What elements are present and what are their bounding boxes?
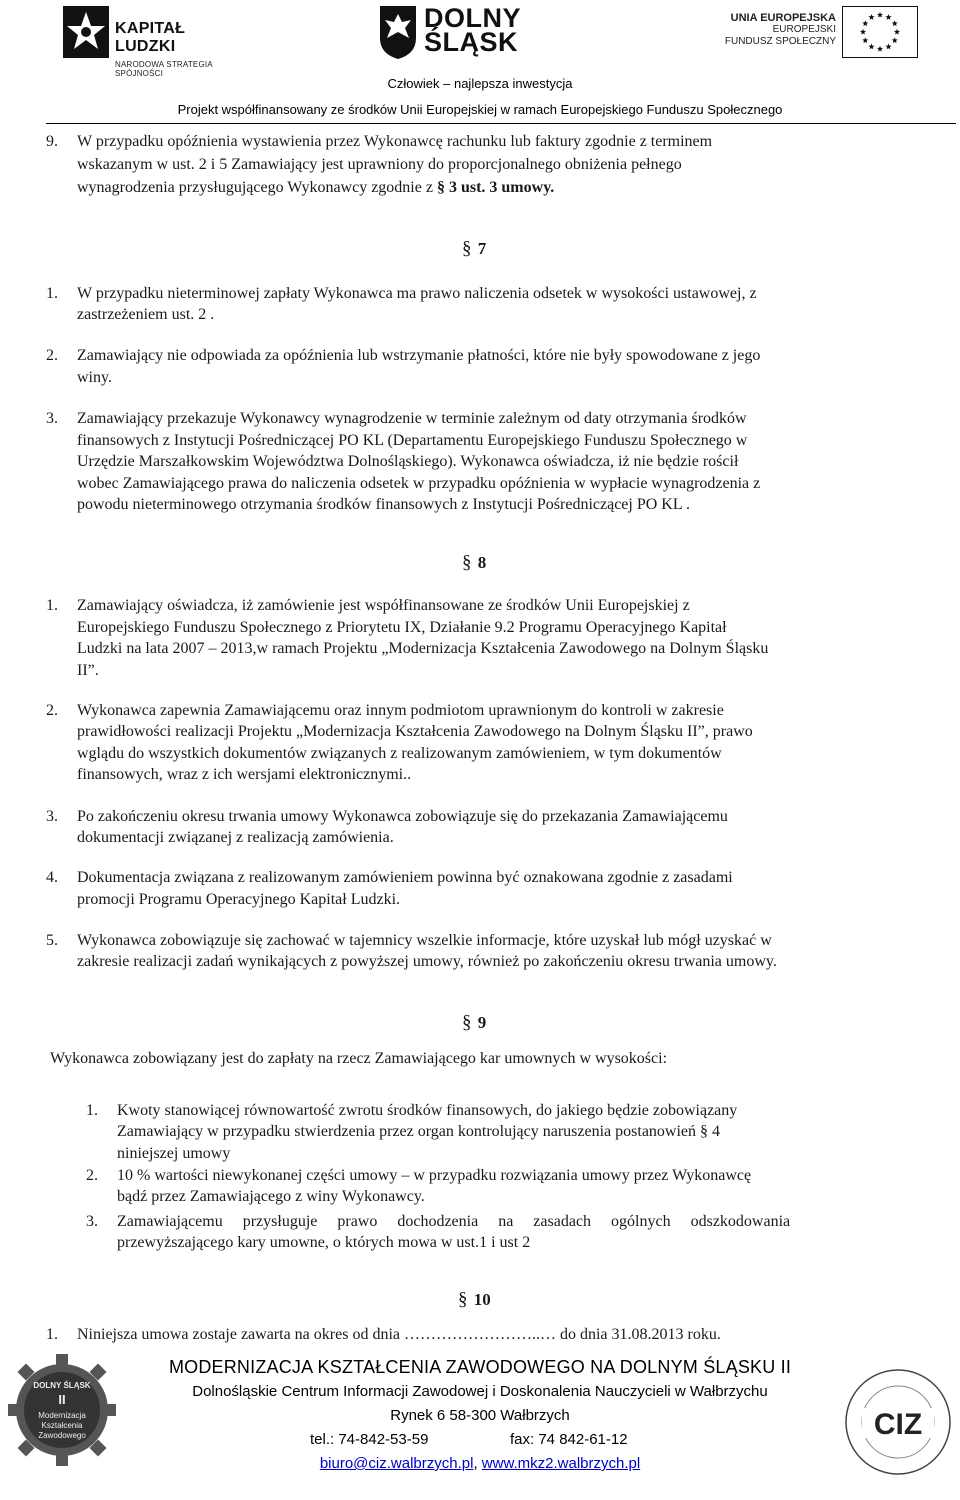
paragraph-line: Urzędzie Marszałkowskim Województwa Dolnośląskiego). Wykonawca oświadcza, iż nie będzie rościł: [77, 453, 739, 470]
item-number: 9.: [46, 133, 58, 150]
footer-fax: fax: 74 842-61-12: [510, 1431, 628, 1448]
paragraph-line: finansowych z Instytucji Pośredniczącej PO KL (Departamentu Europejskiego Funduszu Społecznego w: [77, 432, 748, 449]
header-project: Projekt współfinansowany ze środków Unii Europejskiej w ramach Europejskiego Funduszu Społecznego: [177, 102, 783, 117]
paragraph-line: wglądu do wszystkich dokumentów związanych z realizowanym zamówieniem, w tym dokumentów: [77, 745, 722, 762]
item-number: 5.: [46, 932, 58, 949]
item-number: 1.: [46, 1326, 58, 1343]
section-heading-10: [458, 1289, 491, 1311]
paragraph-sign: §: [462, 552, 472, 573]
item-number: 4.: [46, 869, 58, 886]
paragraph-line: Po zakończeniu okresu trwania umowy Wykonawca zobowiązuje się do przekazania Zamawiającemu: [77, 808, 728, 825]
paragraph-line: Zamawiającemu przysługuje prawo dochodzenia na zasadach ogólnych odszkodowania: [117, 1213, 791, 1230]
ue-line1: UNIA EUROPEJSKA: [730, 12, 836, 24]
footer-phone: tel.: 74-842-53-59: [310, 1431, 429, 1448]
section-number: 8: [477, 553, 487, 572]
paragraph-line: W przypadku nieterminowej zapłaty Wykonawca ma prawo naliczenia odsetek w wysokości ustawowej, z: [77, 285, 757, 302]
paragraph-line: promocji Programu Operacyjnego Kapitał Ludzki.: [77, 891, 401, 908]
paragraph-line: Zamawiający oświadcza, iż zamówienie jest współfinansowane ze środków Unii Europejskiej z: [77, 597, 690, 614]
kl-name: KAPITAŁ LUDZKI: [115, 20, 186, 55]
paragraph-line: Wykonawca zapewnia Zamawiającemu oraz innym podmiotom uprawnionym do kontroli w zakresie: [77, 702, 724, 719]
paragraph-text: wynagrodzenia przysługującego Wykonawcy zgodnie z: [77, 179, 433, 196]
eu-flag-icon: [842, 6, 918, 58]
paragraph-line: [77, 177, 554, 198]
unia-europejska-logo: [708, 6, 928, 66]
paragraph-line: Dokumentacja związana z realizowanym zamówieniem powinna być oznakowana zgodnie z zasadami: [77, 869, 733, 886]
footer-title: MODERNIZACJA KSZTAŁCENIA ZAWODOWEGO NA DOLNYM ŚLĄSKU II: [168, 1357, 792, 1377]
paragraph-line: Niniejsza umowa zostaje zawarta na okres od dnia ……………………..… do dnia 31.08.2013 roku.: [77, 1326, 721, 1343]
item-number: 3.: [46, 410, 58, 427]
paragraph-line: bądź przez Zamawiającego z winy Wykonawcy.: [117, 1188, 425, 1205]
paragraph-line: finansowych, wraz z ich wersjami elektronicznymi..: [77, 766, 412, 783]
paragraph-line: zakresie realizacji zadań wynikających z powyższej umowy, również po zakończeniu okresu trwania umowy.: [77, 953, 777, 970]
paragraph-line: niniejszej umowy: [117, 1145, 231, 1162]
item-number: 2.: [46, 702, 58, 719]
ue-line2: EUROPEJSKI: [772, 24, 836, 35]
ue-line3: FUNDUSZ SPOŁECZNY: [724, 36, 836, 47]
footer-links: [0, 1455, 960, 1472]
paragraph-line: dokumentacji związanej z realizacją zamówienia.: [77, 829, 394, 846]
section-heading-9: [462, 1012, 486, 1034]
paragraph-line: prawidłowości realizacji Projektu „Modernizacja Kształcenia Zawodowego na Dolnym Śląsku II”, prawo: [77, 723, 753, 740]
paragraph-line: II”.: [77, 662, 99, 679]
paragraph-line: zastrzeżeniem ust. 2 .: [77, 306, 215, 323]
paragraph-line: przewyższającego kary umowne, o których mowa w ust.1 i ust 2: [117, 1234, 531, 1251]
item-number: 3.: [86, 1213, 98, 1230]
kl-subtitle: NARODOWA STRATEGIA SPÓJNOŚCI: [115, 60, 213, 78]
paragraph-line: Zamawiający nie odpowiada za opóźnienia lub wstrzymanie płatności, które nie były spowodowane z jego: [77, 347, 761, 364]
section-heading-7: [462, 238, 486, 260]
section-number: 9: [477, 1013, 487, 1032]
header-motto: Człowiek – najlepsza inwestycja: [387, 76, 573, 91]
section-reference: § 3 ust. 3 umowy.: [436, 179, 555, 196]
paragraph-sign: §: [458, 1289, 468, 1310]
header-divider: [46, 123, 956, 124]
paragraph-line: wskazanym w ust. 2 i 5 Zamawiający jest uprawniony do proporcjonalnego obniżenia pełnego: [77, 156, 682, 173]
section-heading-8: [462, 552, 486, 574]
ciz-logo: [842, 1356, 954, 1488]
footer-email-link[interactable]: biuro@ciz.walbrzych.pl: [319, 1455, 474, 1472]
item-number: 1.: [46, 597, 58, 614]
footer-www-link[interactable]: www.mkz2.walbrzych.pl: [481, 1455, 641, 1472]
section-number: 10: [473, 1290, 491, 1309]
paragraph-line: Wykonawca zobowiązuje się zachować w tajemnicy wszelkie informacje, które uzyskał lub mógł uzyskać w: [77, 932, 772, 949]
paragraph-line: Kwoty stanowiącej równowartość zwrotu środków finansowych, do jakiego będzie zobowiązany: [117, 1102, 738, 1119]
section-number: 7: [477, 239, 487, 258]
mkz-logo-line: Modernizacja: [38, 1411, 86, 1420]
item-number: 2.: [46, 347, 58, 364]
kapital-ludzki-logo: [63, 6, 243, 78]
ciz-logo-text: CIZ: [873, 1408, 923, 1441]
footer-link-separator: ,: [473, 1455, 478, 1472]
mkz-logo-line: Kształcenia: [41, 1421, 83, 1430]
item-number: 3.: [46, 808, 58, 825]
item-number: 1.: [46, 285, 58, 302]
ciz-seal-icon: [842, 1356, 954, 1488]
item-number: 2.: [86, 1167, 98, 1184]
mkz-logo-line: DOLNY ŚLĄSK: [33, 1381, 91, 1390]
paragraph-line: Zamawiający przekazuje Wykonawcy wynagrodzenie w terminie zależnym od daty otrzymania środków: [77, 410, 747, 427]
paragraph-line: W przypadku opóźnienia wystawienia przez Wykonawcę rachunku lub faktury zgodnie z terminem: [77, 133, 713, 150]
eagle-crest-icon: [378, 4, 418, 60]
item-number: 1.: [86, 1102, 98, 1119]
paragraph-sign: §: [462, 1012, 472, 1033]
dolny-slask-logo: [378, 4, 548, 66]
ds-line2: ŚLĄSK: [424, 27, 519, 57]
footer-address: Rynek 6 58-300 Wałbrzych: [390, 1407, 570, 1424]
paragraph-line: Europejskiego Funduszu Społecznego z Priorytetu IX, Działanie 9.2 Programu Operacyjnego Kapitał: [77, 619, 727, 636]
paragraph-sign: §: [462, 238, 472, 259]
paragraph-line: powodu nieterminowego otrzymania środków finansowych z Instytucji Pośredniczącej PO KL .: [77, 496, 691, 513]
page-header: [0, 0, 960, 125]
paragraph-line: Zamawiający w przypadku stwierdzenia przez organ kontrolujący naruszenia postanowień § 4: [117, 1123, 721, 1140]
kapital-ludzki-emblem-icon: [63, 6, 109, 58]
section-intro: Wykonawca zobowiązany jest do zapłaty na rzecz Zamawiającego kar umownych w wysokości:: [50, 1050, 668, 1067]
paragraph-line: winy.: [77, 369, 112, 386]
mkz-logo-line: Zawodowego: [38, 1431, 86, 1440]
paragraph-line: wobec Zamawiającego prawa do naliczenia odsetek w przypadku opóźnienia w wypłacie wynagrodzenia z: [77, 475, 761, 492]
paragraph-line: 10 % wartości niewykonanej części umowy – w przypadku rozwiązania umowy przez Wykonawcę: [117, 1167, 752, 1184]
paragraph-line: Ludzki na lata 2007 – 2013,w ramach Projektu „Modernizacja Kształcenia Zawodowego na Dolnym Śląsku: [77, 640, 769, 657]
ds-line1: DOLNY: [424, 3, 521, 33]
footer-organization: Dolnośląskie Centrum Informacji Zawodowej i Doskonalenia Nauczycieli w Wałbrzychu: [192, 1383, 768, 1400]
mkz-logo-line: II: [58, 1392, 66, 1407]
